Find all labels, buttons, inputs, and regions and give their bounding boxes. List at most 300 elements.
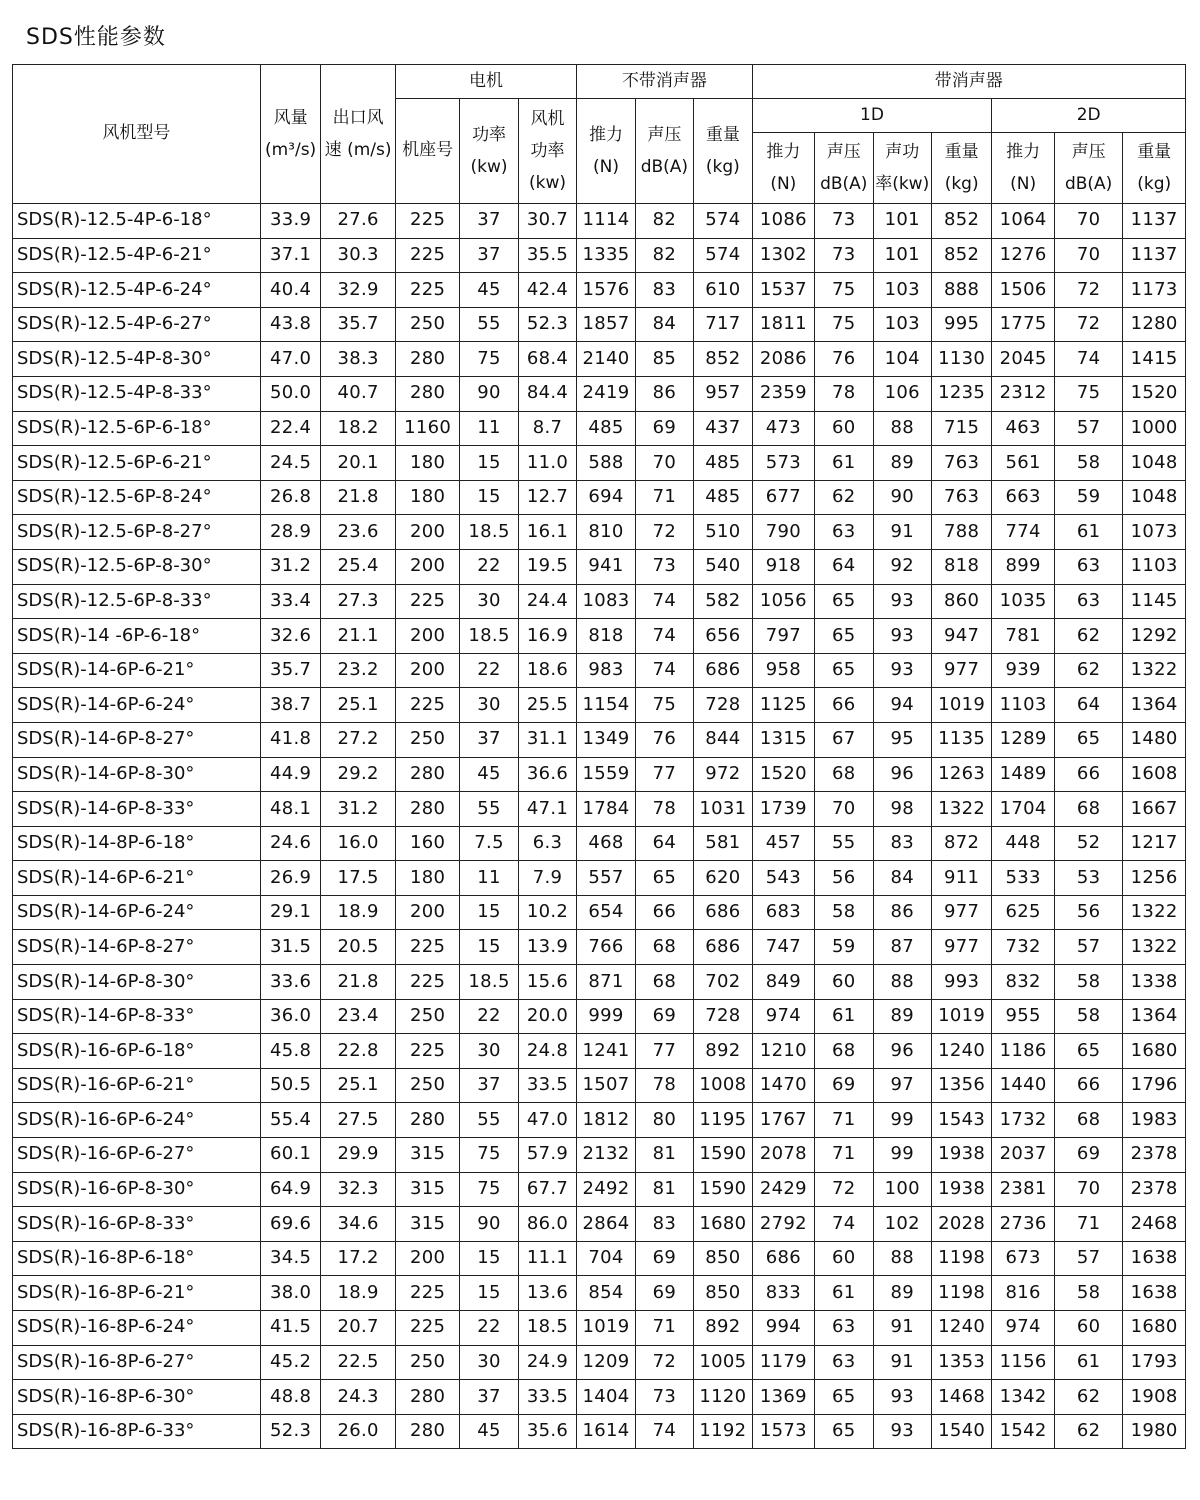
table-cell: 47.0 — [260, 342, 320, 377]
cell-model: SDS(R)-16-6P-6-24° — [13, 1103, 261, 1138]
header-with-silencer: 带消声器 — [752, 65, 1185, 99]
table-cell: 473 — [752, 411, 814, 446]
table-cell: 99 — [873, 1138, 931, 1173]
table-cell: 74 — [635, 584, 693, 619]
table-cell: 180 — [395, 480, 459, 515]
cell-model: SDS(R)-12.5-4P-6-27° — [13, 307, 261, 342]
table-cell: 41.5 — [260, 1311, 320, 1346]
table-cell: 1590 — [694, 1138, 752, 1173]
table-cell: 63 — [815, 1311, 873, 1346]
table-cell: 250 — [395, 999, 459, 1034]
table-cell: 18.5 — [460, 619, 518, 654]
table-cell: 15 — [460, 895, 518, 930]
table-cell: 2140 — [577, 342, 635, 377]
table-cell: 23.2 — [321, 653, 396, 688]
table-cell: 588 — [577, 446, 635, 481]
table-cell: 485 — [694, 480, 752, 515]
table-cell: 69.6 — [260, 1207, 320, 1242]
table-cell: 69 — [815, 1068, 873, 1103]
table-cell: 437 — [694, 411, 752, 446]
table-cell: 41.8 — [260, 722, 320, 757]
cell-model: SDS(R)-16-8P-6-18° — [13, 1241, 261, 1276]
table-cell: 59 — [1054, 480, 1123, 515]
table-cell: 974 — [752, 999, 814, 1034]
table-cell: 280 — [395, 342, 459, 377]
table-cell: 33.4 — [260, 584, 320, 619]
table-cell: 88 — [873, 411, 931, 446]
table-cell: 69 — [635, 411, 693, 446]
table-cell: 2419 — [577, 376, 635, 411]
table-row — [13, 204, 1186, 239]
table-cell: 1322 — [1123, 930, 1186, 965]
table-cell: 1542 — [992, 1414, 1054, 1449]
table-cell: 89 — [873, 446, 931, 481]
table-cell: 81 — [635, 1138, 693, 1173]
table-cell: 574 — [694, 238, 752, 273]
table-cell: 89 — [873, 999, 931, 1034]
table-cell: 26.8 — [260, 480, 320, 515]
table-cell: 11.0 — [518, 446, 576, 481]
table-cell: 32.9 — [321, 273, 396, 308]
header-1d-thrust: 推力 (N) — [752, 133, 814, 204]
table-cell: 1125 — [752, 688, 814, 723]
table-cell: 1980 — [1123, 1414, 1186, 1449]
table-cell: 1048 — [1123, 446, 1186, 481]
table-row — [13, 549, 1186, 584]
table-cell: 18.5 — [460, 515, 518, 550]
table-cell: 20.5 — [321, 930, 396, 965]
table-cell: 15 — [460, 930, 518, 965]
table-cell: 93 — [873, 619, 931, 654]
table-cell: 250 — [395, 722, 459, 757]
table-cell: 97 — [873, 1068, 931, 1103]
table-cell: 62 — [1054, 1414, 1123, 1449]
table-cell: 818 — [577, 619, 635, 654]
table-cell: 31.5 — [260, 930, 320, 965]
table-cell: 448 — [992, 826, 1054, 861]
table-cell: 57.9 — [518, 1138, 576, 1173]
table-cell: 543 — [752, 861, 814, 896]
table-cell: 31.2 — [260, 549, 320, 584]
table-cell: 25.5 — [518, 688, 576, 723]
table-cell: 1680 — [1123, 1034, 1186, 1069]
table-cell: 73 — [815, 238, 873, 273]
table-cell: 1338 — [1123, 965, 1186, 1000]
table-cell: 200 — [395, 1241, 459, 1276]
table-cell: 61 — [1054, 1345, 1123, 1380]
cell-model: SDS(R)-16-6P-6-27° — [13, 1138, 261, 1173]
table-cell: 7.5 — [460, 826, 518, 861]
table-cell: 1543 — [931, 1103, 991, 1138]
table-cell: 48.1 — [260, 792, 320, 827]
table-cell: 42.4 — [518, 273, 576, 308]
table-cell: 788 — [931, 515, 991, 550]
table-row — [13, 965, 1186, 1000]
table-cell: 30.7 — [518, 204, 576, 239]
cell-model: SDS(R)-14-6P-8-33° — [13, 792, 261, 827]
table-cell: 60.1 — [260, 1138, 320, 1173]
table-cell: 1680 — [1123, 1311, 1186, 1346]
table-cell: 75 — [1054, 376, 1123, 411]
table-cell: 31.2 — [321, 792, 396, 827]
table-cell: 57 — [1054, 1241, 1123, 1276]
table-cell: 892 — [694, 1034, 752, 1069]
table-cell: 1506 — [992, 273, 1054, 308]
table-cell: 15 — [460, 480, 518, 515]
table-cell: 71 — [635, 480, 693, 515]
table-cell: 72 — [1054, 307, 1123, 342]
table-row — [13, 653, 1186, 688]
table-cell: 1173 — [1123, 273, 1186, 308]
table-cell: 25.4 — [321, 549, 396, 584]
table-cell: 61 — [1054, 515, 1123, 550]
table-cell: 540 — [694, 549, 752, 584]
table-cell: 15 — [460, 1241, 518, 1276]
table-cell: 59 — [815, 930, 873, 965]
table-cell: 17.2 — [321, 1241, 396, 1276]
table-cell: 673 — [992, 1241, 1054, 1276]
header-model: 风机型号 — [13, 65, 261, 204]
table-cell: 40.7 — [321, 376, 396, 411]
table-cell: 73 — [635, 549, 693, 584]
table-cell: 280 — [395, 792, 459, 827]
table-cell: 225 — [395, 930, 459, 965]
table-cell: 1019 — [931, 999, 991, 1034]
table-cell: 69 — [635, 1241, 693, 1276]
table-cell: 68 — [635, 930, 693, 965]
table-cell: 1114 — [577, 204, 635, 239]
table-cell: 1353 — [931, 1345, 991, 1380]
table-cell: 180 — [395, 446, 459, 481]
table-cell: 11 — [460, 411, 518, 446]
table-row — [13, 1414, 1186, 1449]
table-cell: 45 — [460, 757, 518, 792]
table-cell: 686 — [694, 653, 752, 688]
table-cell: 280 — [395, 1414, 459, 1449]
table-cell: 995 — [931, 307, 991, 342]
table-cell: 972 — [694, 757, 752, 792]
table-cell: 8.7 — [518, 411, 576, 446]
table-cell: 832 — [992, 965, 1054, 1000]
table-cell: 683 — [752, 895, 814, 930]
table-cell: 68 — [815, 757, 873, 792]
table-cell: 1540 — [931, 1414, 991, 1449]
table-cell: 83 — [873, 826, 931, 861]
table-cell: 561 — [992, 446, 1054, 481]
table-cell: 74 — [635, 619, 693, 654]
table-cell: 93 — [873, 1414, 931, 1449]
table-cell: 1356 — [931, 1068, 991, 1103]
table-cell: 18.9 — [321, 1276, 396, 1311]
table-cell: 485 — [577, 411, 635, 446]
table-cell: 37 — [460, 238, 518, 273]
table-cell: 37 — [460, 1380, 518, 1415]
header-airflow: 风量 (m³/s) — [260, 65, 320, 204]
table-cell: 485 — [694, 446, 752, 481]
table-cell: 200 — [395, 619, 459, 654]
table-cell: 86 — [873, 895, 931, 930]
table-cell: 2078 — [752, 1138, 814, 1173]
table-cell: 65 — [1054, 722, 1123, 757]
cell-model: SDS(R)-14-6P-6-21° — [13, 861, 261, 896]
table-cell: 18.5 — [460, 965, 518, 1000]
table-cell: 75 — [815, 273, 873, 308]
table-cell: 30 — [460, 1345, 518, 1380]
table-cell: 23.4 — [321, 999, 396, 1034]
table-row — [13, 480, 1186, 515]
table-cell: 57 — [1054, 411, 1123, 446]
table-cell: 91 — [873, 515, 931, 550]
table-cell: 225 — [395, 1311, 459, 1346]
table-cell: 1796 — [1123, 1068, 1186, 1103]
table-cell: 610 — [694, 273, 752, 308]
table-cell: 11 — [460, 861, 518, 896]
table-cell: 90 — [460, 1207, 518, 1242]
table-cell: 1198 — [931, 1276, 991, 1311]
table-cell: 74 — [815, 1207, 873, 1242]
table-cell: 2378 — [1123, 1172, 1186, 1207]
table-cell: 15.6 — [518, 965, 576, 1000]
table-cell: 81 — [635, 1172, 693, 1207]
cell-model: SDS(R)-12.5-6P-8-30° — [13, 549, 261, 584]
table-cell: 2468 — [1123, 1207, 1186, 1242]
table-cell: 810 — [577, 515, 635, 550]
header-2d-sound-pressure: 声压 dB(A) — [1054, 133, 1123, 204]
header-1d-sound-pressure: 声压 dB(A) — [815, 133, 873, 204]
table-cell: 1559 — [577, 757, 635, 792]
table-cell: 86.0 — [518, 1207, 576, 1242]
table-cell: 1186 — [992, 1034, 1054, 1069]
table-cell: 38.3 — [321, 342, 396, 377]
table-cell: 61 — [815, 446, 873, 481]
table-cell: 816 — [992, 1276, 1054, 1311]
cell-model: SDS(R)-16-6P-8-30° — [13, 1172, 261, 1207]
table-cell: 715 — [931, 411, 991, 446]
table-cell: 225 — [395, 1276, 459, 1311]
table-cell: 65 — [815, 1414, 873, 1449]
table-cell: 1192 — [694, 1414, 752, 1449]
table-cell: 1335 — [577, 238, 635, 273]
table-cell: 98 — [873, 792, 931, 827]
table-cell: 860 — [931, 584, 991, 619]
table-cell: 58 — [1054, 999, 1123, 1034]
table-cell: 24.6 — [260, 826, 320, 861]
table-cell: 71 — [1054, 1207, 1123, 1242]
table-cell: 1468 — [931, 1380, 991, 1415]
table-cell: 93 — [873, 653, 931, 688]
table-cell: 100 — [873, 1172, 931, 1207]
table-cell: 93 — [873, 1380, 931, 1415]
table-cell: 850 — [694, 1276, 752, 1311]
table-cell: 56 — [1054, 895, 1123, 930]
table-cell: 1489 — [992, 757, 1054, 792]
table-cell: 1614 — [577, 1414, 635, 1449]
table-cell: 16.1 — [518, 515, 576, 550]
table-cell: 47.1 — [518, 792, 576, 827]
table-cell: 2359 — [752, 376, 814, 411]
table-cell: 180 — [395, 861, 459, 896]
table-cell: 75 — [460, 342, 518, 377]
table-cell: 1103 — [1123, 549, 1186, 584]
table-cell: 2381 — [992, 1172, 1054, 1207]
table-cell: 73 — [815, 204, 873, 239]
table-cell: 2045 — [992, 342, 1054, 377]
table-cell: 73 — [635, 1380, 693, 1415]
table-cell: 103 — [873, 307, 931, 342]
header-1d-sound-power: 声功 率(kw) — [873, 133, 931, 204]
table-cell: 574 — [694, 204, 752, 239]
table-cell: 76 — [635, 722, 693, 757]
table-cell: 66 — [635, 895, 693, 930]
table-cell: 24.3 — [321, 1380, 396, 1415]
table-cell: 1120 — [694, 1380, 752, 1415]
table-cell: 22 — [460, 549, 518, 584]
table-cell: 468 — [577, 826, 635, 861]
header-sound-pressure: 声压 dB(A) — [635, 99, 693, 204]
table-cell: 25.1 — [321, 1068, 396, 1103]
table-cell: 582 — [694, 584, 752, 619]
table-cell: 65 — [815, 1380, 873, 1415]
table-row — [13, 1172, 1186, 1207]
table-cell: 1349 — [577, 722, 635, 757]
header-motor: 电机 — [395, 65, 576, 99]
table-cell: 1240 — [931, 1311, 991, 1346]
table-cell: 103 — [873, 273, 931, 308]
table-cell: 974 — [992, 1311, 1054, 1346]
table-row — [13, 1138, 1186, 1173]
table-cell: 35.7 — [260, 653, 320, 688]
table-cell: 1086 — [752, 204, 814, 239]
table-cell: 68 — [815, 1034, 873, 1069]
table-cell: 87 — [873, 930, 931, 965]
table-cell: 50.0 — [260, 376, 320, 411]
table-row — [13, 376, 1186, 411]
table-cell: 728 — [694, 999, 752, 1034]
table-cell: 1739 — [752, 792, 814, 827]
table-cell: 106 — [873, 376, 931, 411]
table-cell: 85 — [635, 342, 693, 377]
header-2d-thrust: 推力 (N) — [992, 133, 1054, 204]
table-row — [13, 619, 1186, 654]
table-cell: 1235 — [931, 376, 991, 411]
table-cell: 993 — [931, 965, 991, 1000]
table-cell: 1322 — [1123, 653, 1186, 688]
table-cell: 1811 — [752, 307, 814, 342]
table-cell: 1608 — [1123, 757, 1186, 792]
table-cell: 918 — [752, 549, 814, 584]
table-cell: 65 — [815, 653, 873, 688]
table-cell: 2736 — [992, 1207, 1054, 1242]
header-no-silencer: 不带消声器 — [577, 65, 752, 99]
table-cell: 1520 — [1123, 376, 1186, 411]
cell-model: SDS(R)-16-8P-6-24° — [13, 1311, 261, 1346]
table-cell: 22.4 — [260, 411, 320, 446]
table-cell: 1130 — [931, 342, 991, 377]
table-cell: 1812 — [577, 1103, 635, 1138]
table-cell: 76 — [815, 342, 873, 377]
table-cell: 30 — [460, 584, 518, 619]
table-cell: 44.9 — [260, 757, 320, 792]
table-cell: 70 — [815, 792, 873, 827]
table-cell: 1784 — [577, 792, 635, 827]
cell-model: SDS(R)-12.5-4P-8-33° — [13, 376, 261, 411]
table-cell: 18.9 — [321, 895, 396, 930]
table-cell: 70 — [635, 446, 693, 481]
table-cell: 66 — [1054, 757, 1123, 792]
table-cell: 72 — [815, 1172, 873, 1207]
table-row — [13, 757, 1186, 792]
table-cell: 19.5 — [518, 549, 576, 584]
table-cell: 1008 — [694, 1068, 752, 1103]
cell-model: SDS(R)-14-6P-8-27° — [13, 930, 261, 965]
table-row — [13, 688, 1186, 723]
cell-model: SDS(R)-12.5-6P-6-21° — [13, 446, 261, 481]
table-cell: 92 — [873, 549, 931, 584]
table-cell: 1322 — [931, 792, 991, 827]
table-cell: 1537 — [752, 273, 814, 308]
table-cell: 60 — [815, 1241, 873, 1276]
table-cell: 74 — [1054, 342, 1123, 377]
table-cell: 844 — [694, 722, 752, 757]
table-cell: 581 — [694, 826, 752, 861]
table-cell: 33.5 — [518, 1380, 576, 1415]
table-cell: 2378 — [1123, 1138, 1186, 1173]
table-cell: 1000 — [1123, 411, 1186, 446]
table-cell: 1240 — [931, 1034, 991, 1069]
table-cell: 457 — [752, 826, 814, 861]
table-cell: 35.6 — [518, 1414, 576, 1449]
table-cell: 280 — [395, 376, 459, 411]
table-cell: 58 — [815, 895, 873, 930]
table-cell: 654 — [577, 895, 635, 930]
table-cell: 1179 — [752, 1345, 814, 1380]
table-cell: 78 — [635, 1068, 693, 1103]
table-cell: 84.4 — [518, 376, 576, 411]
table-cell: 71 — [815, 1138, 873, 1173]
cell-model: SDS(R)-14-8P-6-18° — [13, 826, 261, 861]
table-cell: 80 — [635, 1103, 693, 1138]
table-cell: 1135 — [931, 722, 991, 757]
cell-model: SDS(R)-12.5-4P-6-21° — [13, 238, 261, 273]
table-cell: 315 — [395, 1172, 459, 1207]
table-cell: 28.9 — [260, 515, 320, 550]
table-cell: 11.1 — [518, 1241, 576, 1276]
table-cell: 225 — [395, 965, 459, 1000]
table-cell: 31.1 — [518, 722, 576, 757]
table-cell: 63 — [815, 515, 873, 550]
table-cell: 1064 — [992, 204, 1054, 239]
table-cell: 52.3 — [260, 1414, 320, 1449]
table-cell: 24.8 — [518, 1034, 576, 1069]
table-row — [13, 1276, 1186, 1311]
table-cell: 620 — [694, 861, 752, 896]
header-frame: 机座号 — [395, 99, 459, 204]
table-cell: 71 — [635, 1311, 693, 1346]
table-cell: 69 — [635, 999, 693, 1034]
header-2d-weight: 重量 (kg) — [1123, 133, 1186, 204]
table-cell: 68 — [1054, 792, 1123, 827]
table-cell: 2492 — [577, 1172, 635, 1207]
table-cell: 977 — [931, 653, 991, 688]
table-cell: 818 — [931, 549, 991, 584]
table-cell: 790 — [752, 515, 814, 550]
table-cell: 732 — [992, 930, 1054, 965]
table-cell: 10.2 — [518, 895, 576, 930]
table-cell: 29.2 — [321, 757, 396, 792]
table-cell: 2312 — [992, 376, 1054, 411]
table-cell: 20.7 — [321, 1311, 396, 1346]
table-cell: 694 — [577, 480, 635, 515]
